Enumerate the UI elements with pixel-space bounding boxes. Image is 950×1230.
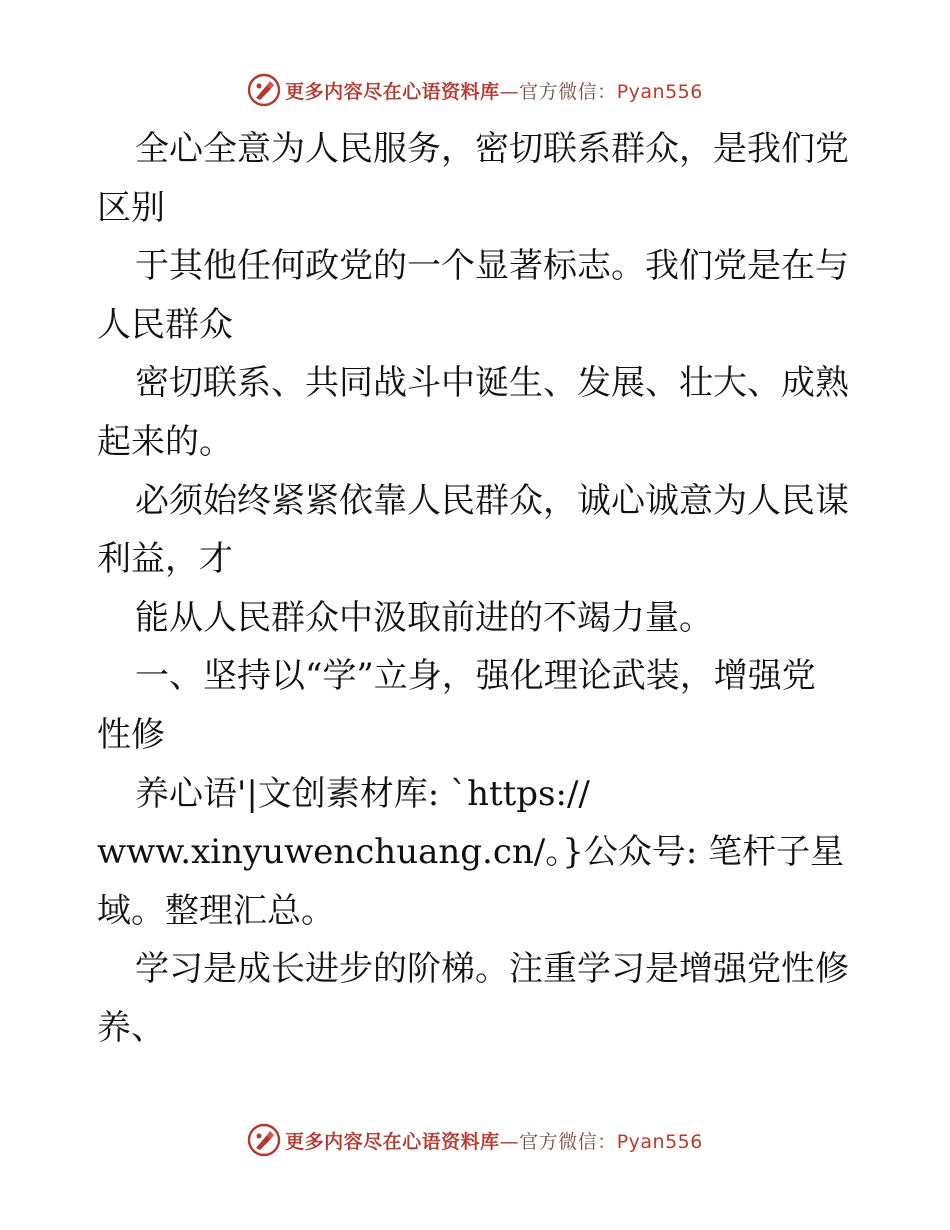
body-line: 密切联系、共同战斗中诞生、发展、壮大、成熟	[135, 363, 849, 404]
footer-wechat-account: Pyan556	[616, 1130, 703, 1153]
header-wechat-account: Pyan556	[616, 80, 703, 103]
body-line: 全心全意为人民服务，密切联系群众，是我们党	[135, 129, 849, 169]
body-line: 人民群众	[97, 304, 233, 345]
body-line: 起来的。	[97, 421, 233, 462]
body-line: 域。整理汇总。	[97, 890, 335, 931]
body-line: 于其他任何政党的一个显著标志。我们党是在与	[135, 246, 849, 287]
body-line: 区别	[97, 187, 165, 228]
body-line: 学习是成长进步的阶梯。注重学习是增强党性修	[135, 949, 849, 990]
body-line: 养心语'|文创素材库: `https://	[135, 773, 590, 814]
footer-site-text: 更多内容尽在心语资料库	[285, 1130, 500, 1153]
header-site-text: 更多内容尽在心语资料库	[285, 80, 500, 103]
footer-banner	[0, 1120, 950, 1160]
pen-nib-logo-icon	[247, 1123, 281, 1157]
header-wechat-label: 官方微信：	[519, 80, 617, 103]
footer-banner-text	[285, 1127, 703, 1154]
header-banner-text	[285, 77, 703, 104]
footer-separator: —	[499, 1130, 520, 1153]
body-line: www.xinyuwenchuang.cn/。}公众号: 笔杆子星	[97, 832, 845, 873]
pen-nib-logo-icon	[247, 73, 281, 107]
header-separator: —	[499, 80, 520, 103]
body-line: 一、坚持以“学”立身，强化理论武装，增强党	[135, 656, 816, 697]
body-line: 性修	[97, 714, 165, 755]
header-banner	[0, 70, 950, 110]
footer-wechat-label: 官方微信：	[519, 1130, 617, 1153]
body-line: 养、	[97, 1007, 165, 1048]
document-body	[97, 120, 857, 1058]
body-line: 能从人民群众中汲取前进的不竭力量。	[135, 597, 713, 638]
body-line: 利益，才	[97, 539, 233, 580]
body-line: 必须始终紧紧依靠人民群众，诚心诚意为人民谋	[135, 480, 849, 521]
